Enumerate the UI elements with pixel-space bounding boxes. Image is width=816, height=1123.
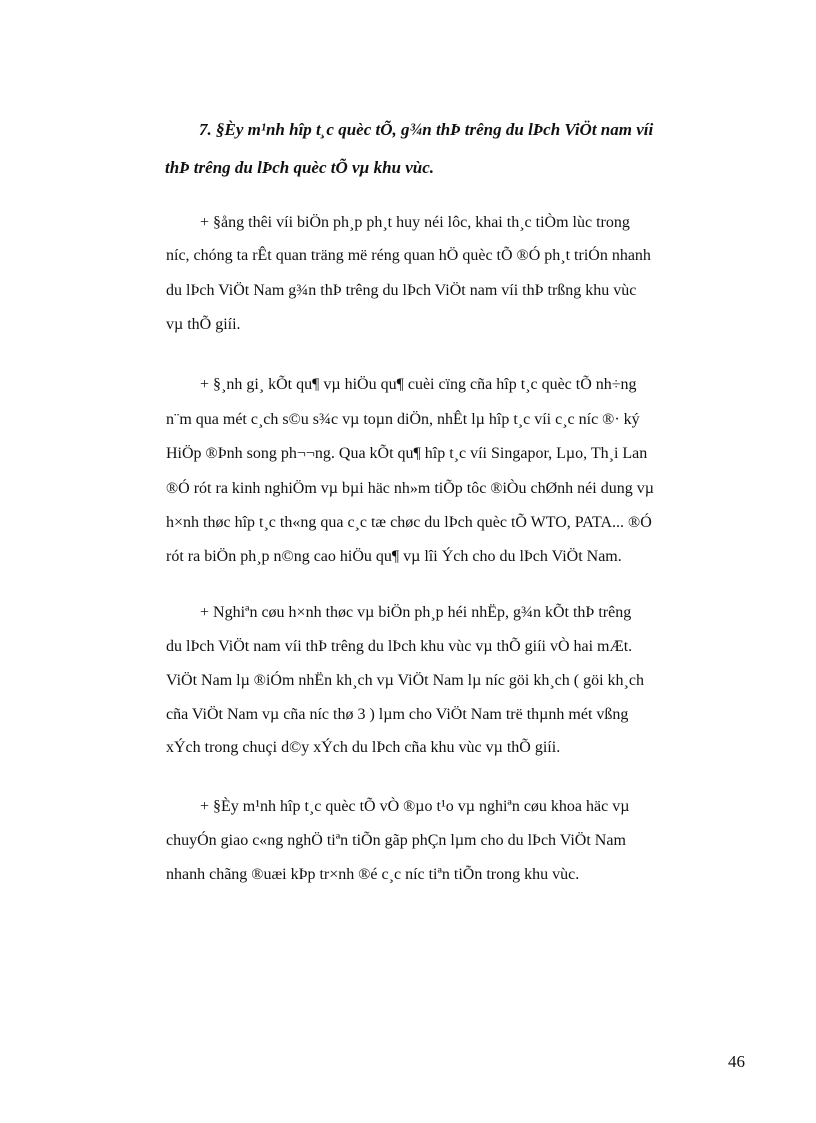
paragraph-line: vµ thÕ giíi. (166, 316, 241, 333)
paragraph-line: h×nh thøc hîp t¸c th«ng qua c¸c tæ chøc du lÞch quèc tÕ WTO, PATA... ®Ó (166, 514, 652, 531)
paragraph-line: n¨m qua mét c¸ch s©u s¾c vµ toµn diÖn, nhÊt lµ hîp t¸c víi c¸c níc ®· ký (166, 411, 640, 428)
paragraph-line: du lÞch ViÖt Nam g¾n thÞ trêng du lÞch ViÖt nam víi thÞ trßng khu vùc (166, 282, 637, 299)
paragraph-line: + §Èy m¹nh hîp t¸c quèc tÕ vÒ ®µo t¹o vµ nghiªn cøu khoa häc vµ (200, 798, 630, 815)
paragraph-line: + §¸nh gi¸ kÕt qu¶ vµ hiÖu qu¶ cuèi cïng cña hîp t¸c quèc tÕ nh÷ng (200, 376, 637, 393)
paragraph-line: + §ång thêi víi biÖn ph¸p ph¸t huy néi lôc, khai th¸c tiÒm lùc trong (200, 214, 630, 231)
paragraph-line: xÝch trong chuçi d©y xÝch du lÞch cña khu vùc vµ thÕ giíi. (166, 739, 561, 756)
paragraph-line: rót ra biÖn ph¸p n©ng cao hiÖu qu¶ vµ lîi Ých cho du lÞch ViÖt Nam. (166, 548, 622, 565)
paragraph-line: HiÖp ®Þnh song ph¬¬ng. Qua kÕt qu¶ hîp t¸c víi Singapor, Lµo, Th¸i Lan (166, 445, 648, 462)
page-number: 46 (728, 1052, 745, 1071)
section-heading-line-1: 7. §Èy m¹nh hîp t¸c quèc tÕ, g¾n thÞ trêng du lÞch ViÖt nam víi (199, 120, 654, 139)
paragraph-line: du lÞch ViÖt nam víi thÞ trêng du lÞch khu vùc vµ thÕ giíi vÒ hai mÆt. (166, 638, 633, 655)
paragraph-line: cña ViÖt Nam vµ cña níc thø 3 ) lµm cho ViÖt Nam trë thµnh mét vßng (166, 706, 629, 723)
paragraph-line: ViÖt Nam lµ ®iÓm nhËn kh¸ch vµ ViÖt Nam lµ níc göi kh¸ch ( göi kh¸ch (166, 672, 644, 689)
paragraph-line: chuyÓn giao c«ng nghÖ tiªn tiÕn gãp phÇn lµm cho du lÞch ViÖt Nam (166, 832, 626, 849)
paragraph-line: nhanh chãng ®uæi kÞp tr×nh ®é c¸c níc tiªn tiÕn trong khu vùc. (166, 866, 580, 883)
paragraph-line: + Nghiªn cøu h×nh thøc vµ biÖn ph¸p héi nhËp, g¾n kÕt thÞ trêng (200, 604, 632, 621)
section-heading-line-2: thÞ trêng du lÞch quèc tÕ vµ khu vùc. (165, 158, 435, 177)
paragraph-line: níc, chóng ta rÊt quan träng më réng quan hÖ quèc tÕ ®Ó ph¸t triÓn nhanh (166, 247, 651, 264)
paragraph-line: ®Ó rót ra kinh nghiÖm vµ bµi häc nh»m tiÕp tôc ®iÒu chØnh néi dung vµ (166, 480, 654, 497)
